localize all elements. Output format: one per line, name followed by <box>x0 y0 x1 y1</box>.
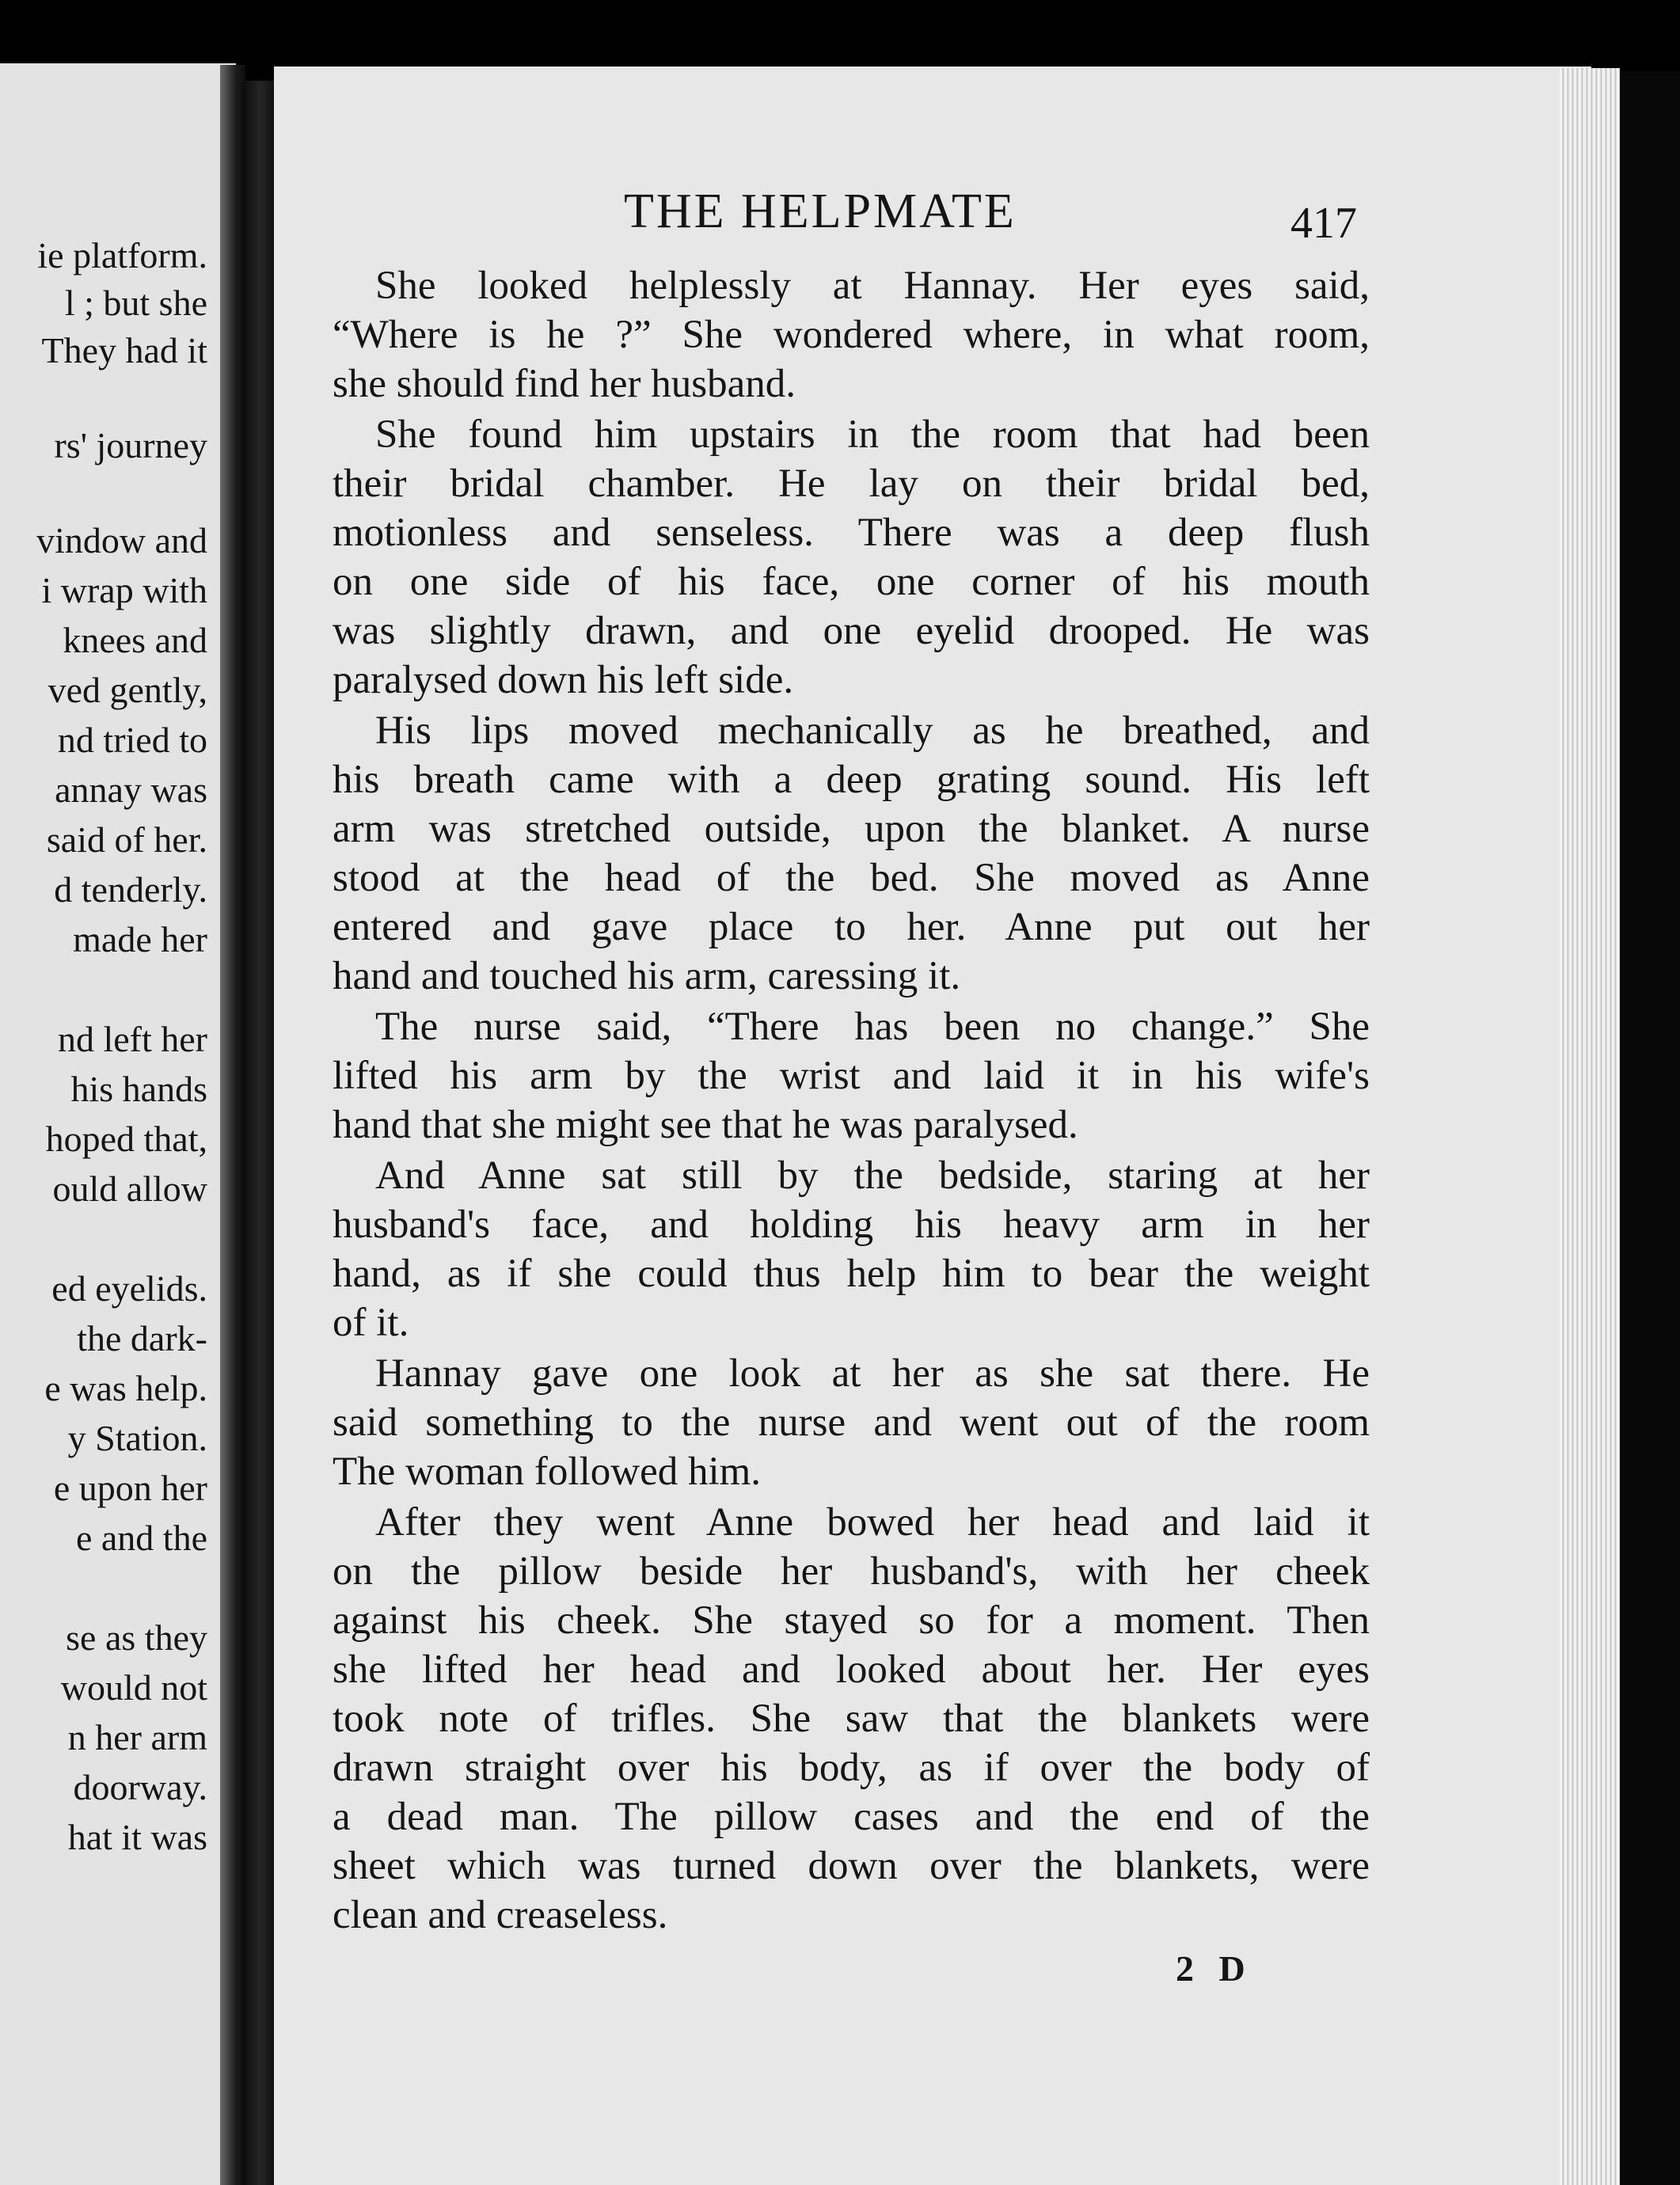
left-text-line: ould allow <box>52 1168 207 1209</box>
left-text-line: ie platform. <box>37 235 207 276</box>
body-text-line: “Where is he ?” She wondered where, in what room, <box>333 313 1370 357</box>
body-text-line: She looked helplessly at Hannay. Her eyes said, <box>375 264 1370 308</box>
left-text-line: n her arm <box>67 1717 207 1758</box>
left-text-line: y Station. <box>67 1418 207 1458</box>
body-text-line: against his cheek. She stayed so for a moment. Then <box>333 1598 1370 1643</box>
page-number: 417 <box>1290 199 1357 248</box>
left-text-line: annay was <box>55 770 207 810</box>
left-text-line: se as they <box>66 1617 207 1658</box>
left-text-line: rs' journey <box>54 425 207 466</box>
left-text-line: d tenderly. <box>54 869 207 910</box>
body-text-line: husband's face, and holding his heavy arm in her <box>333 1203 1370 1247</box>
body-text-line: his breath came with a deep grating sound. His left <box>333 758 1370 802</box>
left-text-line: doorway. <box>73 1767 207 1807</box>
body-text-line: motionless and senseless. There was a deep flush <box>333 511 1370 555</box>
left-text-line: vindow and <box>36 520 207 560</box>
body-text-line: hand and touched his arm, caressing it. <box>333 954 961 998</box>
left-text-line: i wrap with <box>41 570 207 610</box>
body-text-line: of it. <box>333 1301 409 1345</box>
body-text-line: After they went Anne bowed her head and laid it <box>375 1500 1370 1545</box>
body-text-line: The nurse said, “There has been no change.” She <box>375 1005 1370 1049</box>
signature-mark: 2 D <box>1176 1948 1253 1989</box>
body-text-line: Hannay gave one look at her as she sat there. He <box>375 1351 1370 1396</box>
left-text-line: said of her. <box>46 819 207 860</box>
left-text-line: would not <box>60 1667 207 1708</box>
body-text-line: she lifted her head and looked about her. Her eyes <box>333 1647 1370 1692</box>
left-text-line: nd tried to <box>57 720 207 760</box>
left-text-line: made her <box>73 919 207 960</box>
body-text-line: on one side of his face, one corner of his mouth <box>333 560 1370 604</box>
body-text-line: She found him upstairs in the room that had been <box>375 412 1370 457</box>
left-text-line: They had it <box>41 330 207 370</box>
body-text-line: entered and gave place to her. Anne put out her <box>333 905 1370 949</box>
body-text-line: hand that she might see that he was paralysed. <box>333 1103 1078 1147</box>
body-text-line: stood at the head of the bed. She moved as Anne <box>333 856 1370 900</box>
left-text-line: nd left her <box>57 1019 207 1059</box>
left-text-line: e upon her <box>53 1468 207 1508</box>
page-edges <box>1560 68 1620 2185</box>
body-text-line: drawn straight over his body, as if over the body of <box>333 1746 1370 1790</box>
body-text-line: hand, as if she could thus help him to bear the weight <box>333 1252 1370 1296</box>
body-text-line: clean and creaseless. <box>333 1893 668 1937</box>
body-text-line: their bridal chamber. He lay on their bridal bed, <box>333 462 1370 506</box>
left-text-line: the dark- <box>77 1318 207 1358</box>
body-text-line: said something to the nurse and went out of the room <box>333 1400 1370 1445</box>
body-text-line: sheet which was turned down over the blankets, were <box>333 1844 1370 1888</box>
body-text-line: a dead man. The pillow cases and the end of the <box>333 1795 1370 1839</box>
body-text-line: took note of trifles. She saw that the blankets were <box>333 1697 1370 1741</box>
body-text-line: arm was stretched outside, upon the blanket. A nurse <box>333 807 1370 851</box>
left-page <box>0 63 236 2185</box>
body-text-line: paralysed down his left side. <box>333 658 794 702</box>
body-text-line: The woman followed him. <box>333 1450 762 1494</box>
left-text-line: ed eyelids. <box>51 1268 207 1309</box>
body-text-line: she should find her husband. <box>333 362 796 406</box>
left-text-line: hoped that, <box>45 1119 207 1159</box>
book-spine <box>242 81 274 2185</box>
body-text-line: on the pillow beside her husband's, with her cheek <box>333 1549 1370 1594</box>
left-text-line: his hands <box>70 1069 207 1109</box>
left-page-text <box>0 63 207 2185</box>
left-text-line: e and the <box>75 1518 207 1558</box>
left-text-line: e was help. <box>44 1368 207 1408</box>
left-text-line: hat it was <box>67 1817 207 1857</box>
left-text-line: ved gently, <box>48 670 207 710</box>
left-text-line: l ; but she <box>64 283 207 323</box>
left-text-line: knees and <box>63 620 207 660</box>
body-text-line: His lips moved mechanically as he breathed, and <box>375 709 1370 753</box>
running-head: THE HELPMATE <box>624 184 1017 238</box>
body-text-line: And Anne sat still by the bedside, staring at her <box>375 1153 1370 1198</box>
scan-border <box>1620 71 1680 2185</box>
body-text-line: lifted his arm by the wrist and laid it in his wife's <box>333 1054 1370 1098</box>
body-text-line: was slightly drawn, and one eyelid drooped. He was <box>333 609 1370 653</box>
